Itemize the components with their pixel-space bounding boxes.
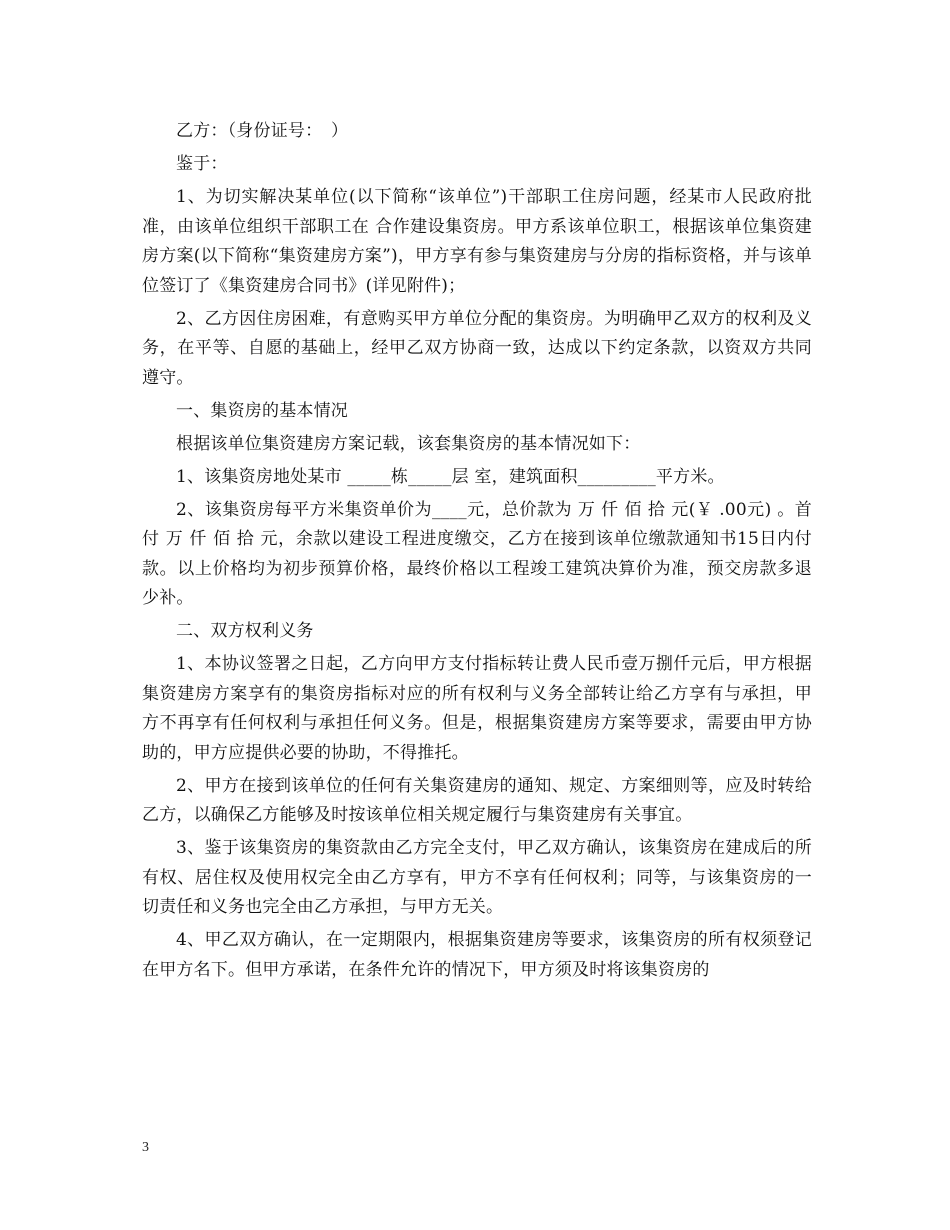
paragraph-basic-info-2: 2、该集资房每平方米集资单价为____元，总价款为 万 仟 佰 拾 元(￥ .00元) 。首付 万 仟 佰 拾 元，余款以建设工程进度缴交，乙方在接到该单位缴款通知书15日内付款。以上价格均为初步预算价格，最终价格以工程竣工建筑决算价为准，预交房款多退少补。 (142, 499, 812, 608)
document-body (142, 117, 812, 989)
section-heading-rights-obligations: 二、双方权利义务 (176, 621, 314, 641)
section-heading-basic-info: 一、集资房的基本情况 (176, 400, 348, 421)
paragraph-rights-4: 4、甲乙双方确认，在一定期限内，根据集资建房等要求，该集资房的所有权须登记在甲方名下。但甲方承诺，在条件允许的情况下，甲方须及时将该集资房的 (142, 930, 812, 980)
paragraph-rights-2: 2、甲方在接到该单位的任何有关集资建房的通知、规定、方案细则等，应及时转给乙方，以确保乙方能够及时按该单位相关规定履行与集资建房有关事宜。 (142, 775, 812, 825)
paragraph-whereas: 鉴于： (176, 154, 228, 174)
paragraph-rights-3: 3、鉴于该集资房的集资款由乙方完全支付，甲乙双方确认，该集资房在建成后的所有权、居住权及使用权完全由乙方享有，甲方不享有任何权利；同等，与该集资房的一切责任和义务也完全由乙方承担，与甲方无关。 (142, 838, 812, 917)
paragraph-party-b: 乙方：（身份证号： ） (176, 121, 349, 141)
paragraph-rights-1: 1、本协议签署之日起，乙方向甲方支付指标转让费人民币壹万捌仟元后，甲方根据集资建房方案享有的集资房指标对应的所有权利与义务全部转让给乙方享有与承担，甲方不再享有任何权利与承担任何义务。但是，根据集资建房方案等要求，需要由甲方协助的，甲方应提供必要的协助，不得推托。 (142, 654, 812, 763)
page-number: 3 (142, 1140, 149, 1155)
paragraph-basic-info-1: 1、该集资房地处某市 _____栋_____层 室，建筑面积_________平方米。 (176, 466, 725, 487)
paragraph-basic-info-intro: 根据该单位集资建房方案记载，该套集资房的基本情况如下： (176, 433, 641, 454)
paragraph-recital-1: 1、为切实解决某单位(以下简称“该单位”)干部职工住房问题，经某市人民政府批准，由该单位组织干部职工在 合作建设集资房。甲方系该单位职工，根据该单位集资建房方案(以下简称“集资建房方案”)，甲方享有参与集资建房与分房的指标资格，并与该单位签订了《集资建房合同书》(详见附件)； (142, 187, 812, 296)
paragraph-recital-2: 2、乙方因住房困难，有意购买甲方单位分配的集资房。为明确甲乙双方的权利及义务，在平等、自愿的基础上，经甲乙双方协商一致，达成以下约定条款，以资双方共同遵守。 (142, 308, 812, 388)
